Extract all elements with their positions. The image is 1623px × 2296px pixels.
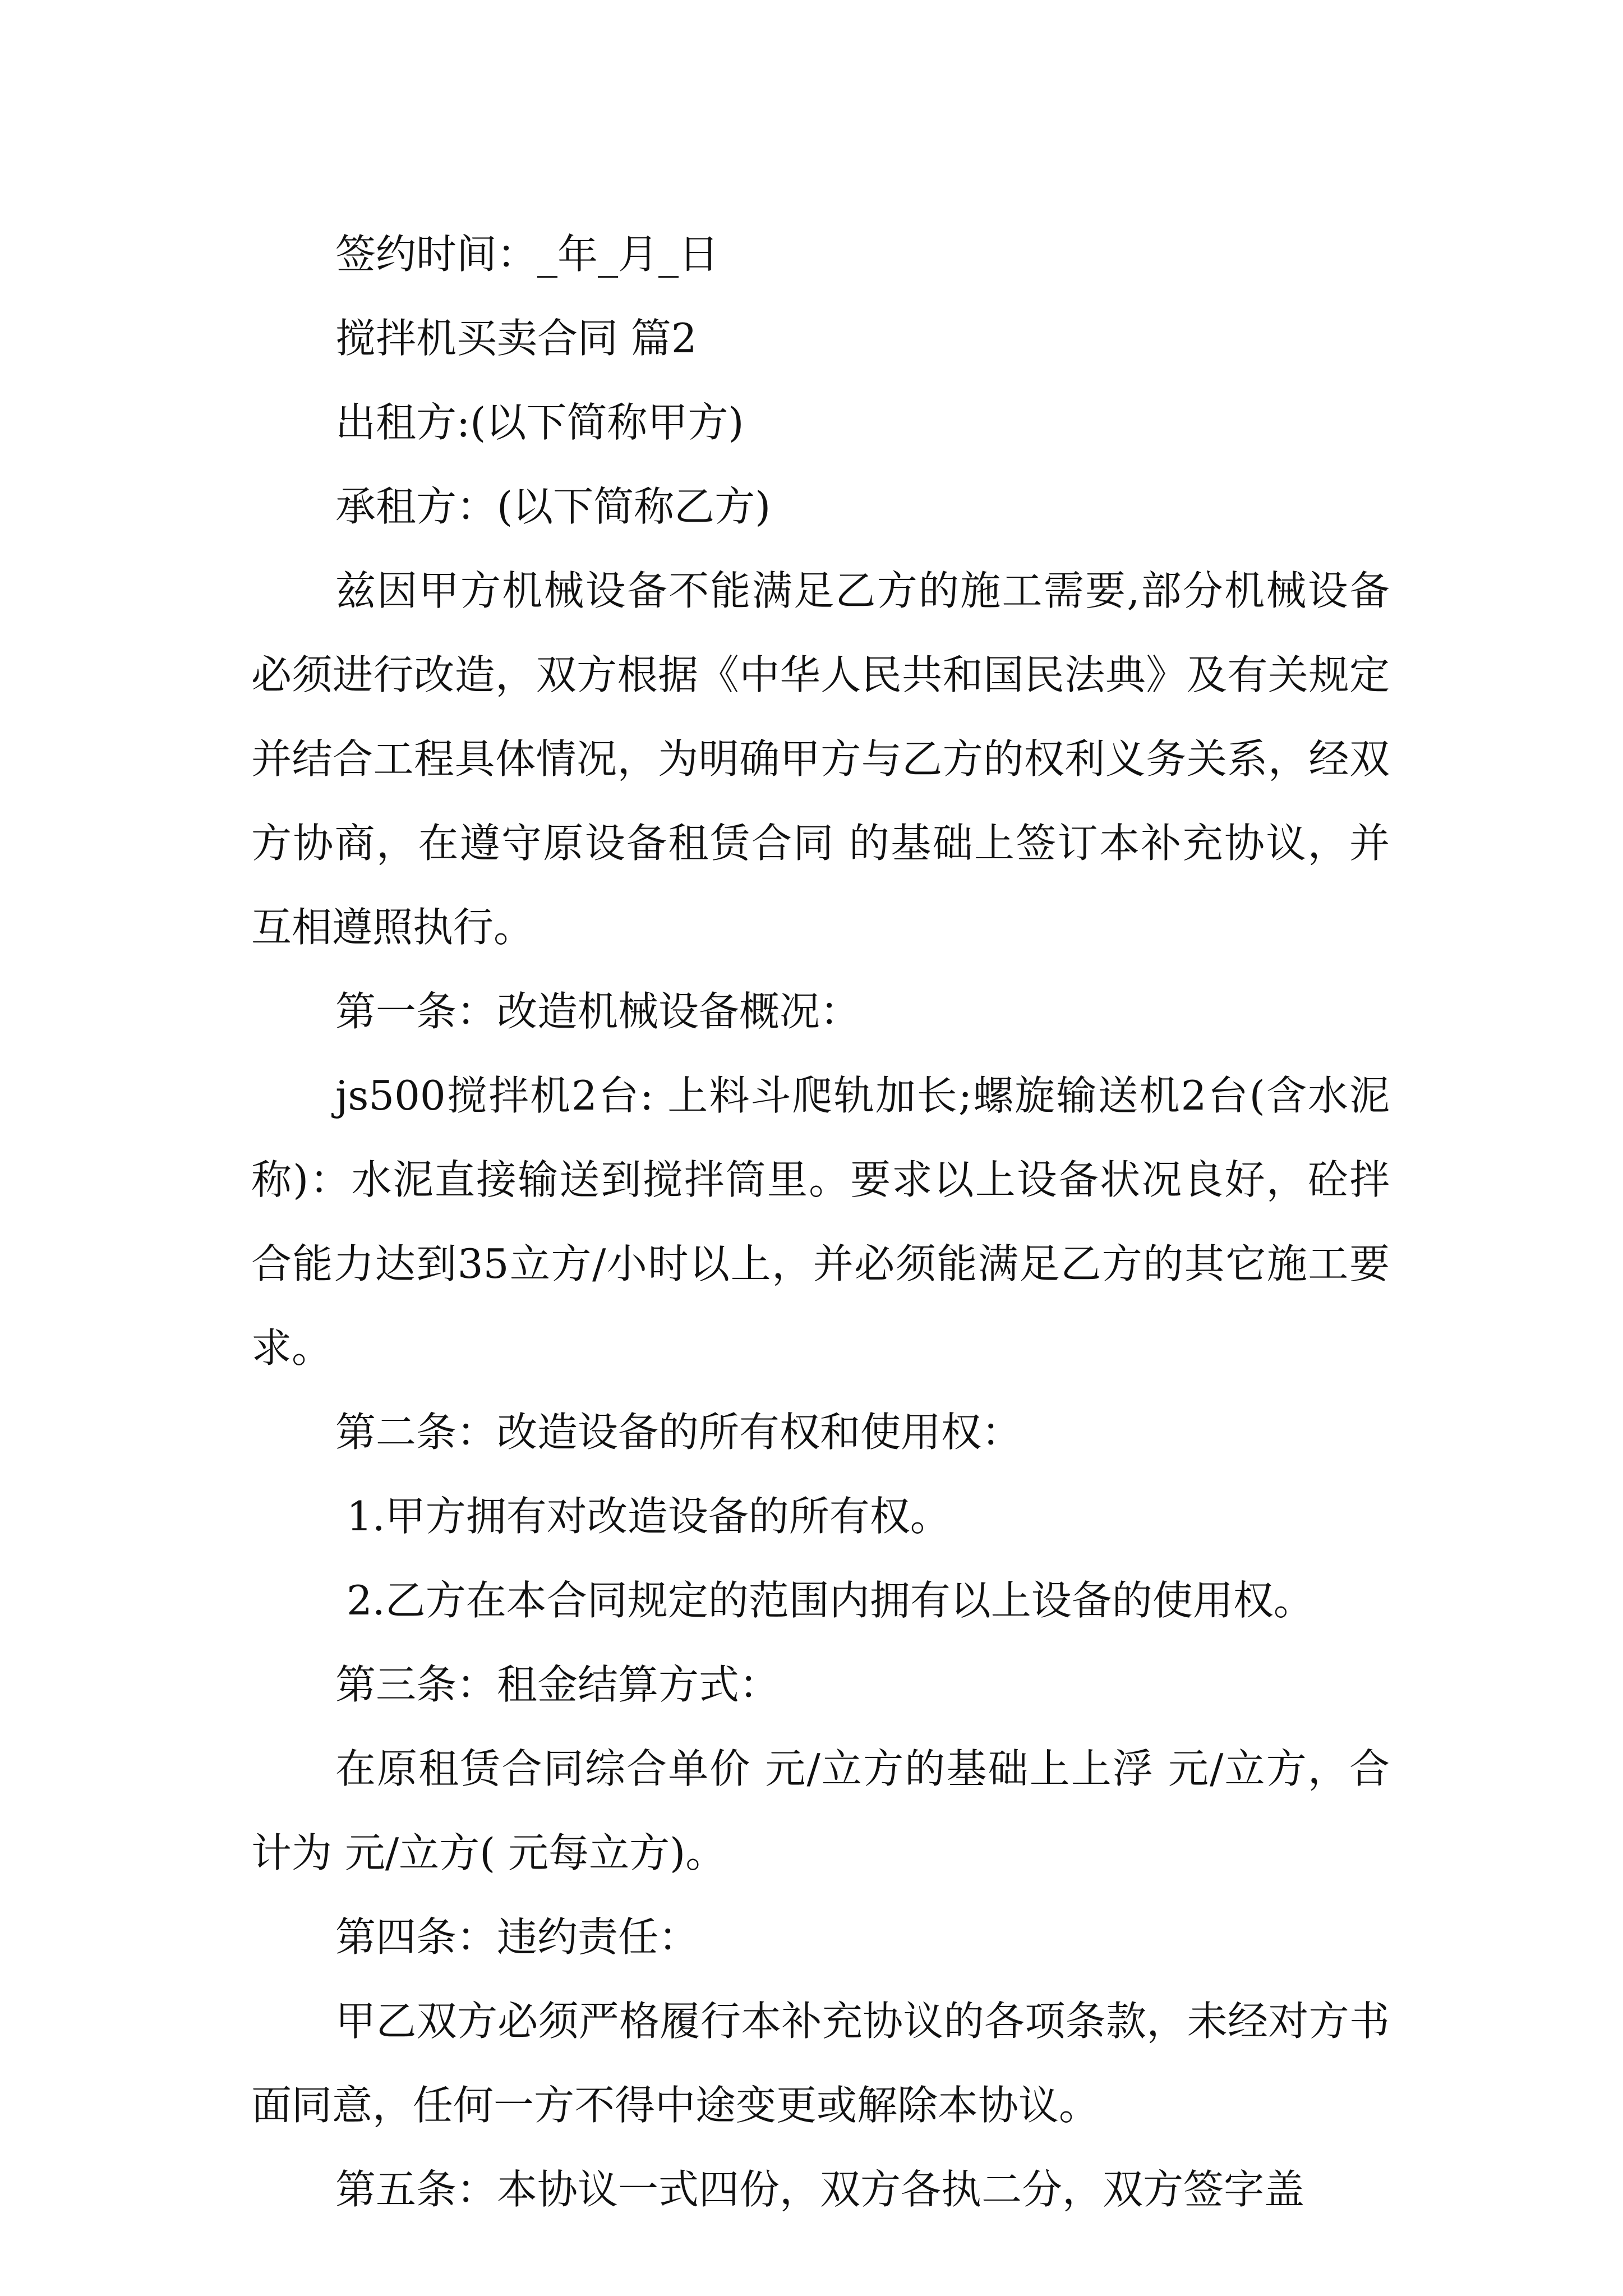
contract-section-title: 搅拌机买卖合同 篇2: [335, 315, 697, 362]
article-1-heading: 第一条：改造机械设备概况：: [335, 988, 861, 1035]
article-4-body: 甲乙双方必须严格履行本补充协议的各项条款，未经对方书面同意，任何一方不得中途变更或解除本协议。: [251, 1998, 1390, 2129]
article-3-heading: 第三条：租金结算方式：: [335, 1661, 780, 1708]
article-2-item-2: 2.乙方在本合同规定的范围内拥有以上设备的使用权。: [347, 1577, 1314, 1624]
article-2-item-1: 1.甲方拥有对改造设备的所有权。: [347, 1493, 951, 1540]
article-1-body: js500搅拌机2台: 上料斗爬轨加长;螺旋输送机2台(含水泥称)：水泥直接输送到搅拌筒里。要求以上设备状况良好，砼拌合能力达到35立方/小时以上，并必须能满足乙方的其它施工要求。: [251, 1072, 1390, 1372]
article-2-heading: 第二条：改造设备的所有权和使用权：: [335, 1409, 1022, 1456]
article-3-body: 在原租赁合同综合单价 元/立方的基础上上浮 元/立方，合计为 元/立方( 元每立方)。: [251, 1745, 1390, 1876]
lessor-line: 出租方:(以下简称甲方): [335, 399, 744, 446]
preamble-paragraph: 兹因甲方机械设备不能满足乙方的施工需要,部分机械设备必须进行改造，双方根据《中华人民共和国民法典》及有关规定并结合工程具体情况，为明确甲方与乙方的权利义务关系，经双方协商，在遵守原设备租赁合同 的基础上签订本补充协议，并互相遵照执行。: [251, 567, 1390, 951]
lessee-line: 承租方：(以下简称乙方): [335, 483, 771, 530]
document-body: [251, 212, 1390, 2231]
article-4-heading: 第四条：违约责任：: [335, 1913, 699, 1961]
signing-date-line: 签约时间：_年_月_日: [335, 231, 720, 278]
article-5-line: 第五条：本协议一式四份，双方各执二分，双方签字盖: [335, 2166, 1305, 2213]
